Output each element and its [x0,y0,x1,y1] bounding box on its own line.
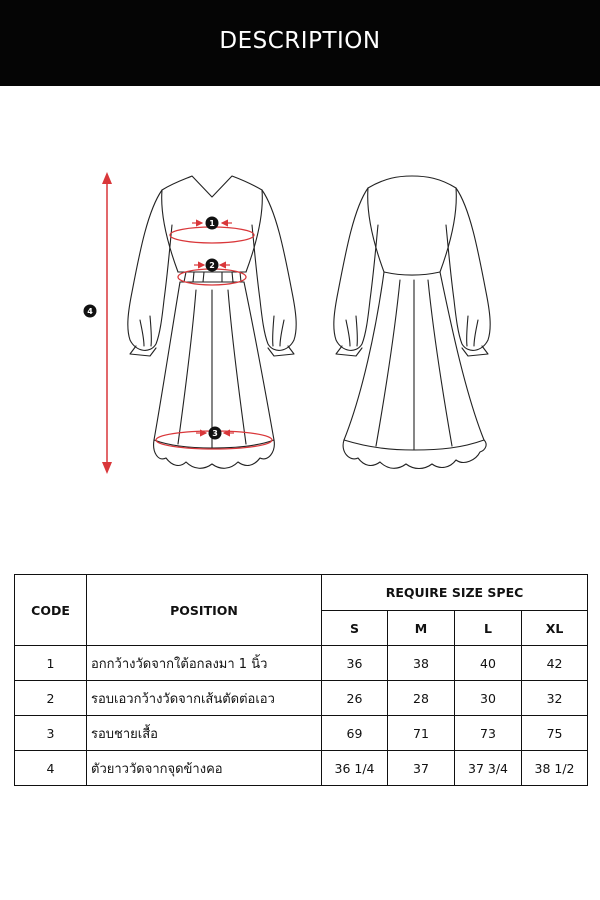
table-row [15,751,588,786]
table-row [15,716,588,751]
value-l: 30 [455,681,522,716]
value-m: 28 [388,681,455,716]
value-xl: 75 [522,716,588,751]
svg-text:4: 4 [87,307,93,316]
value-m: 71 [388,716,455,751]
dress-back [334,176,490,469]
row-code: 3 [15,716,87,751]
value-s: 26 [322,681,388,716]
row-position: อกกว้างวัดจากใต้อกลงมา 1 นิ้ว [87,646,322,681]
dress-illustration [0,150,600,490]
value-l: 40 [455,646,522,681]
size-header-l: L [455,611,522,646]
value-l: 73 [455,716,522,751]
value-l: 37 3/4 [455,751,522,786]
row-code: 2 [15,681,87,716]
row-code: 1 [15,646,87,681]
value-m: 38 [388,646,455,681]
svg-text:1: 1 [209,219,215,228]
value-xl: 38 1/2 [522,751,588,786]
page-header [0,0,600,86]
marker-1 [206,217,219,230]
value-xl: 42 [522,646,588,681]
marker-2 [206,259,219,272]
value-s: 36 [322,646,388,681]
page-title: DESCRIPTION [219,28,381,54]
value-s: 36 1/4 [322,751,388,786]
table-row [15,681,588,716]
size-header-s: S [322,611,388,646]
marker-3 [209,427,222,440]
row-code: 4 [15,751,87,786]
marker-4 [84,305,97,318]
svg-text:3: 3 [212,429,218,438]
row-position: ตัวยาววัดจากจุดข้างคอ [87,751,322,786]
value-m: 37 [388,751,455,786]
code-header: CODE [15,575,87,646]
svg-text:2: 2 [209,261,215,270]
size-header-xl: XL [522,611,588,646]
row-position: รอบเอวกว้างวัดจากเส้นตัดต่อเอว [87,681,322,716]
size-spec-table [14,574,588,786]
row-position: รอบชายเสื้อ [87,716,322,751]
position-header: POSITION [87,575,322,646]
size-header-m: M [388,611,455,646]
value-s: 69 [322,716,388,751]
table-row [15,646,588,681]
value-xl: 32 [522,681,588,716]
size-spec-group-header: REQUIRE SIZE SPEC [322,575,588,611]
length-measure-arrow [102,172,112,474]
